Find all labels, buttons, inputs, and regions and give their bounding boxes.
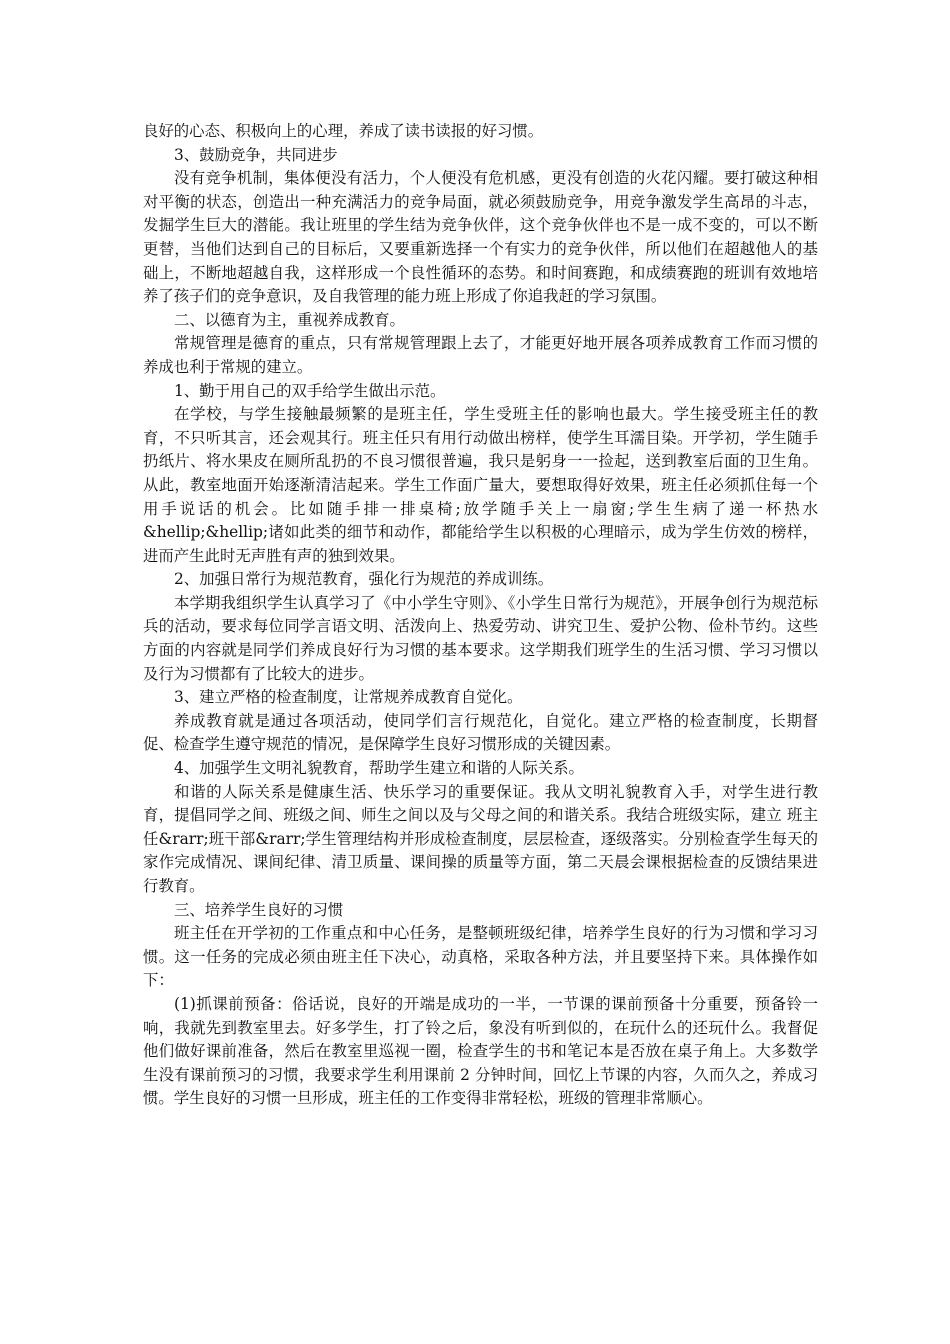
document-page (143, 120, 818, 1111)
heading-good-habits: 三、培养学生良好的习惯 (174, 900, 344, 919)
heading-behavior-norms: 2、加强日常行为规范教育，强化行为规范的养成训练。 (174, 570, 554, 589)
heading-moral-education: 二、以德育为主，重视养成教育。 (174, 310, 405, 329)
heading-encourage-competition: 3、鼓励竞争，共同进步 (174, 145, 338, 164)
heading-inspection-system: 3、建立严格的检查制度，让常规养成教育自觉化。 (174, 688, 523, 707)
heading-courtesy-education: 4、加强学生文明礼貌教育，帮助学生建立和谐的人际关系。 (174, 759, 584, 778)
paragraph-routine-management: 常规管理是德育的重点，只有常规管理跟上去了，才能更好地开展各项养成教育工作而习惯的养成也利于常规的建立。 (143, 334, 818, 376)
paragraph-inspection-system: 养成教育就是通过各项活动，使同学们言行规范化，自觉化。建立严格的检查制度，长期督促、检查学生遵守规范的情况，是保障学生良好习惯形成的关键因素。 (143, 711, 818, 754)
paragraph-class-preparation: (1)抓课前预备：俗话说，良好的开端是成功的一半，一节课的课前预备十分重要，预备铃一响，我就先到教室里去。好多学生，打了铃之后，象没有听到似的，在玩什么的还玩什么。我督促他们做好课前准备，然后在教室里巡视一圈，检查学生的书和笔记本是否放在桌子角上。大多数学生没有课前预习的习惯，我要求学生利用课前 2 分钟时间，回忆上节课的内容，久而久之，养成习惯。学生良好的习惯一旦形成，班主任的工作变得非常轻松，班级的管理非常顺心。 (143, 994, 818, 1108)
paragraph-behavior-norms: 本学期我组织学生认真学习了《中小学生守则》、《小学生日常行为规范》，开展争创行为规范标兵的活动，要求每位同学言语文明、活泼向上、热爱劳动、讲究卫生、爱护公物、俭朴节约。这些方面的内容就是同学们养成良好行为习惯的基本要求。这学期我们班学生的生活习惯、学习习惯以及行为习惯都有了比较大的进步。 (143, 593, 818, 683)
paragraph-lead-by-example: 在学校，与学生接触最频繁的是班主任，学生受班主任的影响也最大。学生接受班主任的教育，不只听其言，还会观其行。班主任只有用行动做出榜样，使学生耳濡目染。开学初，学生随手扔纸片、将水果皮在厕所乱扔的不良习惯很普遍，我只是躬身一一捡起，送到教室后面的卫生角。从此，教室地面开始逐渐清洁起来。学生工作面广量大，要想取得好效果，班主任必须抓住每一个用手说话的机会。比如随手排一排桌椅;放学随手关上一扇窗;学生生病了递一杯热水&hellip;&hellip;诸如此类的细节和动作，都能给学生以积极的心理暗示，成为学生仿效的榜样，进而产生此时无声胜有声的独到效果。 (143, 405, 818, 565)
paragraph-courtesy-education: 和谐的人际关系是健康生活、快乐学习的重要保证。我从文明礼貌教育入手，对学生进行教育，提倡同学之间、班级之间、师生之间以及与父母之间的和谐关系。我结合班级实际，建立 班主任&rarr;班干部&rarr;学生管理结构并形成检查制度，层层检查，逐级落实。分别检查学生每天的家作完成情况、课间纪律、清卫质量、课间操的质量等方面，第二天晨会课根据检查的反馈结果进行教育。 (143, 782, 818, 895)
paragraph-competition: 没有竞争机制，集体便没有活力，个人便没有危机感，更没有创造的火花闪耀。要打破这种相对平衡的状态，创造出一种充满活力的竞争局面，就必须鼓励竞争，用竞争激发学生高昂的斗志，发掘学生巨大的潜能。我让班里的学生结为竞争伙伴，这个竞争伙伴也不是一成不变的，可以不断更替，当他们达到自己的目标后，又要重新选择一个有实力的竞争伙伴，所以他们在超越他人的基础上，不断地超越自我，这样形成一个良性循环的态势。和时间赛跑，和成绩赛跑的班训有效地培养了孩子们的竞争意识，及自我管理的能力班上形成了你追我赶的学习氛围。 (143, 169, 818, 306)
paragraph-intro-continuation: 良好的心态、积极向上的心理，养成了读书读报的好习惯。 (143, 122, 544, 140)
paragraph-good-habits: 班主任在开学初的工作重点和中心任务，是整顿班级纪律，培养学生良好的行为习惯和学习习惯。这一任务的完成必须由班主任下决心，动真格，采取各种方法，并且要坚持下来。具体操作如下： (143, 924, 818, 990)
heading-lead-by-example: 1、勤于用自己的双手给学生做出示范。 (174, 381, 446, 400)
